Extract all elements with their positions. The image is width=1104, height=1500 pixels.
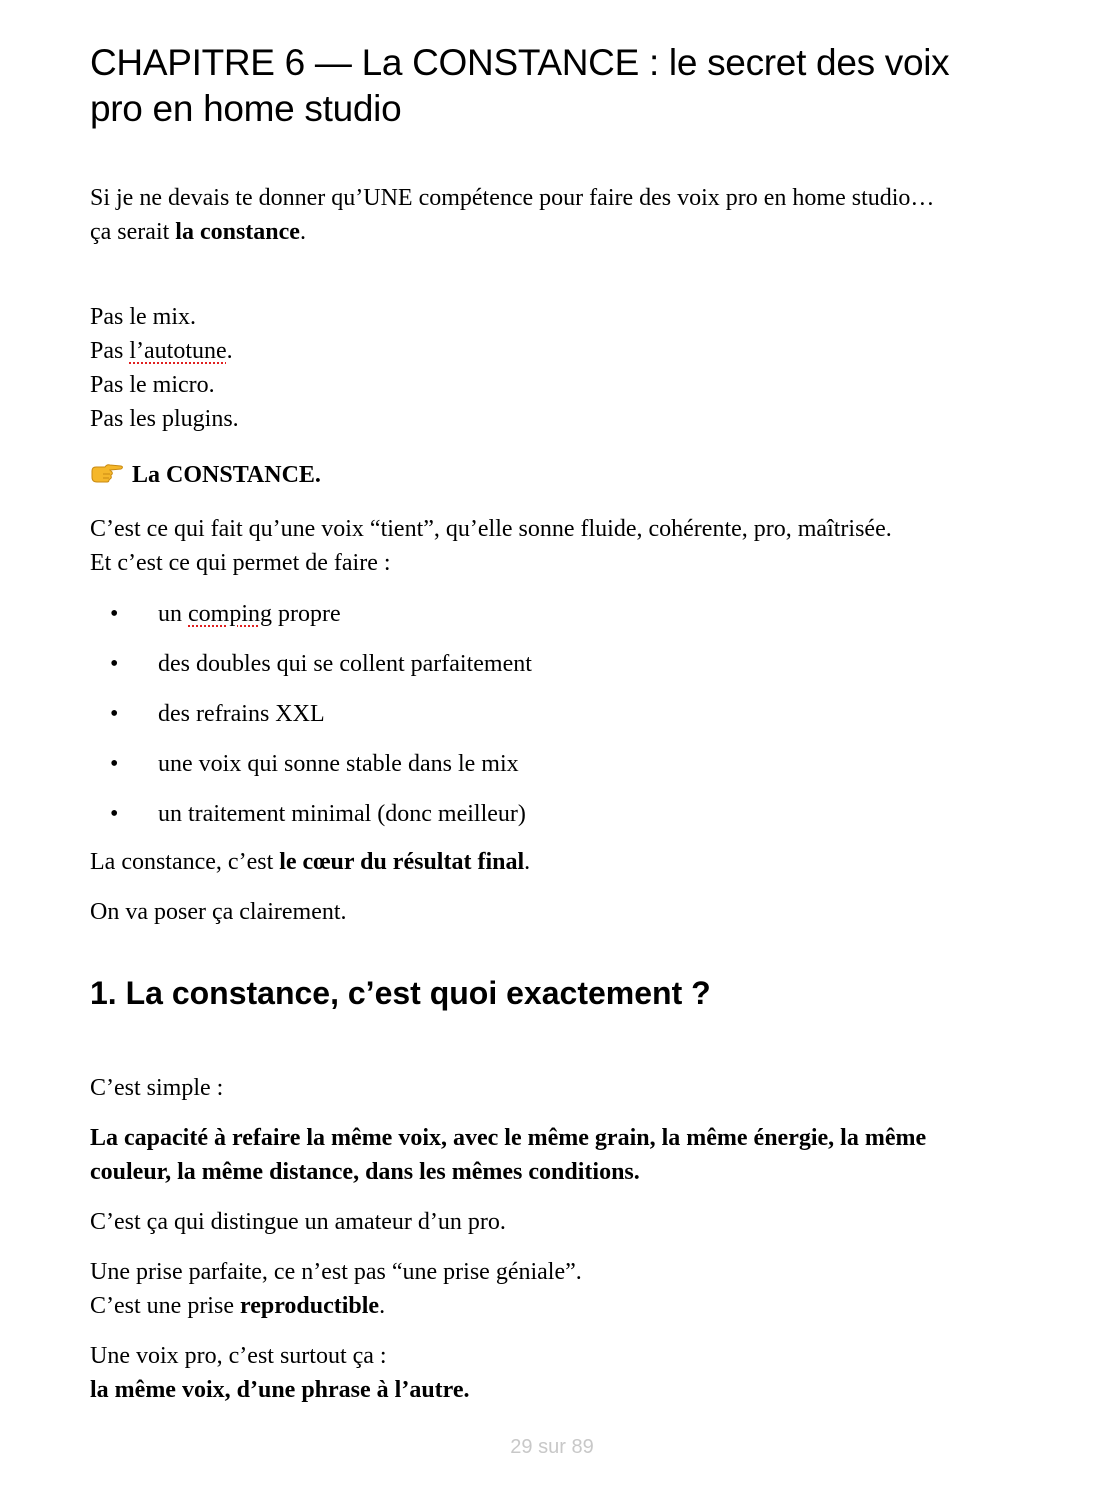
list-item xyxy=(90,747,1010,797)
benefits-list xyxy=(90,597,1010,847)
not-list-paragraph xyxy=(90,300,1010,436)
not-line-2-suffix: . xyxy=(226,338,233,364)
page-indicator: 29 sur 89 xyxy=(510,1436,594,1458)
intro-line-2-suffix: . xyxy=(299,219,306,245)
bullet-marker: • xyxy=(110,651,119,677)
not-line-1: Pas le mix. xyxy=(90,304,196,330)
list-item-text: des doubles qui se collent parfaitement xyxy=(158,651,532,677)
list-item-text xyxy=(158,597,341,631)
pro-line-2: la même voix, d’une phrase à l’autre. xyxy=(90,1377,470,1403)
take-line-1: Une prise parfaite, ce n’est pas “une prise géniale”. xyxy=(90,1259,582,1285)
take-line-2-bold: reproductible xyxy=(239,1293,380,1319)
take-line-2-prefix: C’est une prise xyxy=(90,1293,240,1319)
bullet-marker: • xyxy=(110,801,119,827)
list-item-suffix: propre xyxy=(272,601,341,627)
explain-line-2: Et c’est ce qui permet de faire : xyxy=(90,550,391,576)
chapter-title: CHAPITRE 6 — La CONSTANCE : le secret des voix pro en home studio xyxy=(90,42,950,129)
pro-paragraph xyxy=(90,1339,1010,1407)
section-heading: 1. La constance, c’est quoi exactement ? xyxy=(90,975,711,1011)
explain-line-1: C’est ce qui fait qu’une voix “tient”, qu’elle sonne fluide, cohérente, pro, maîtrisée. xyxy=(90,516,892,542)
list-item-text: des refrains XXL xyxy=(158,701,325,727)
definition-text: La capacité à refaire la même voix, avec le même grain, la même énergie, la même couleur, la même distance, dans les mêmes conditions. xyxy=(90,1125,927,1185)
bullet-marker: • xyxy=(110,751,119,777)
intro-paragraph xyxy=(90,181,1010,249)
heart-suffix: . xyxy=(524,849,531,875)
list-item-text: une voix qui sonne stable dans le mix xyxy=(158,751,519,777)
intro-line-2-prefix: ça serait xyxy=(90,219,176,245)
simple-paragraph: C’est simple : xyxy=(90,1075,224,1101)
list-item xyxy=(90,647,1010,697)
pro-line-1: Une voix pro, c’est surtout ça : xyxy=(90,1343,387,1369)
not-line-2-prefix: Pas xyxy=(90,338,130,364)
clarify-paragraph: On va poser ça clairement. xyxy=(90,899,347,925)
list-item xyxy=(90,797,1010,847)
list-item xyxy=(90,597,1010,647)
not-line-4: Pas les plugins. xyxy=(90,406,239,432)
intro-line-2-bold: la constance xyxy=(175,219,300,245)
definition-paragraph xyxy=(90,1121,960,1189)
not-line-3: Pas le micro. xyxy=(90,372,215,398)
misspelled-word[interactable]: comping xyxy=(188,601,272,627)
bullet-marker: • xyxy=(110,701,119,727)
callout-text: La CONSTANCE. xyxy=(132,462,321,488)
take-paragraph xyxy=(90,1255,1010,1323)
misspelled-word[interactable]: l’autotune xyxy=(129,338,227,364)
intro-line-1: Si je ne devais te donner qu’UNE compétence pour faire des voix pro en home studio… xyxy=(90,185,935,211)
list-item xyxy=(90,697,1010,747)
heart-bold: le cœur du résultat final xyxy=(279,849,525,875)
pointing-hand-icon xyxy=(90,461,124,485)
take-line-2-suffix: . xyxy=(379,1293,386,1319)
bullet-marker: • xyxy=(110,601,119,627)
distinguish-paragraph: C’est ça qui distingue un amateur d’un pro. xyxy=(90,1209,506,1235)
list-item-text: un traitement minimal (donc meilleur) xyxy=(158,801,526,827)
list-item-prefix: un xyxy=(158,601,188,627)
heart-paragraph xyxy=(90,845,1010,879)
callout xyxy=(90,458,1010,492)
explain-paragraph xyxy=(90,512,1010,580)
heart-prefix: La constance, c’est xyxy=(90,849,280,875)
